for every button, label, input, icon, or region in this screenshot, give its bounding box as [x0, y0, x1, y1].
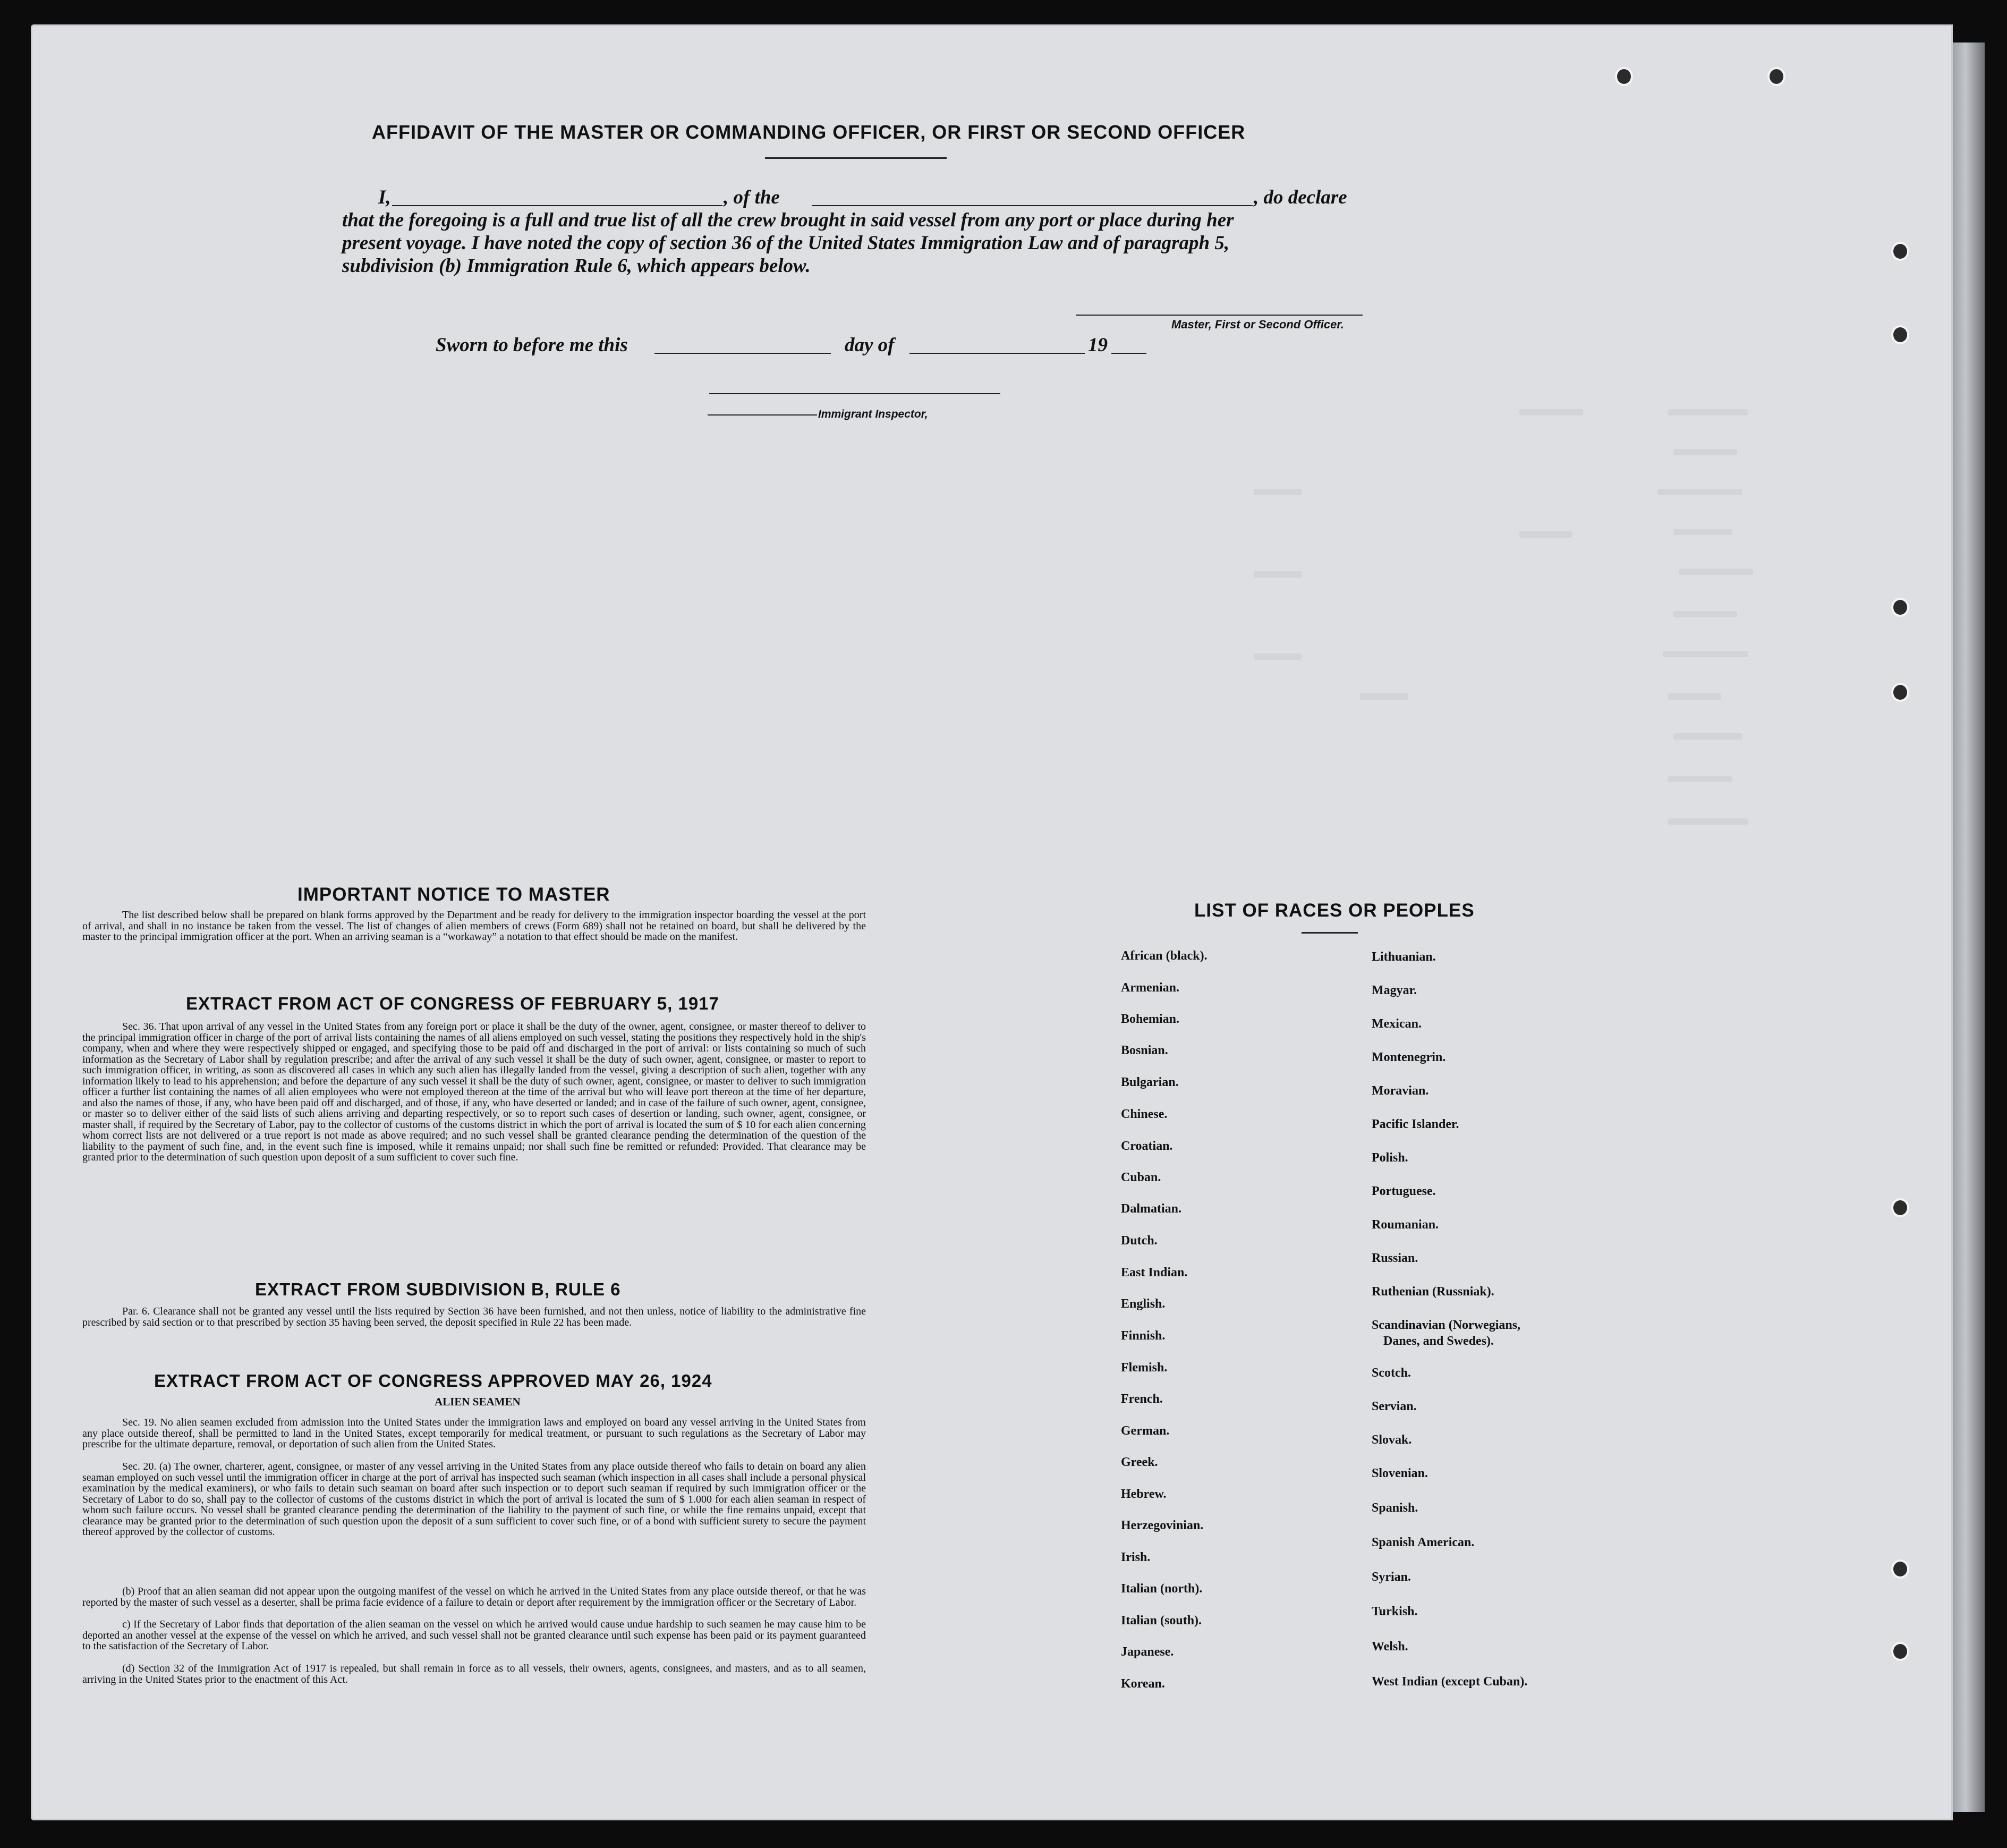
race-item: Armenian. [1121, 981, 1179, 995]
punch-hole [1891, 242, 1909, 261]
race-item: Montenegrin. [1372, 1050, 1446, 1064]
inspector-short-line [708, 414, 817, 416]
signature-line [1076, 315, 1363, 316]
race-item: Moravian. [1372, 1084, 1429, 1098]
act-1924-sec20c: c) If the Secretary of Labor finds that deportation of the alien seaman on the vessel on which he arrived would cause undue hardship to such seamen he may cause him to be deported an another vessel at the expense of the vessel on which he arrived, and such vessel shall not be granted clearance until such expense has been paid or its payment guaranteed to the satisfaction of the Secretary of Labor. [82, 1618, 866, 1652]
race-item: Croatian. [1121, 1139, 1173, 1153]
signature-caption: Master, First or Second Officer. [1171, 318, 1344, 331]
act-1917-title: EXTRACT FROM ACT OF CONGRESS OF FEBRUARY 5, 1917 [186, 994, 719, 1013]
declaration-i: I, [378, 187, 391, 208]
race-item: Herzegovinian. [1121, 1519, 1204, 1532]
race-item: Finnish. [1121, 1329, 1166, 1343]
race-item: Spanish. [1372, 1501, 1418, 1515]
act-1924-sec19: Sec. 19. No alien seamen excluded from admission into the United States under the immigration laws and employed on board any vessel arriving in the United States from any place outside thereof, shall be permitted to land in the United States, except temporarily for medical treatment, or pursuant to such regulations as the Secretary of Labor may prescribe for the ultimate departure, removal, or deportation of such alien from the United States. [82, 1417, 866, 1450]
year-prefix: 19 [1088, 334, 1108, 356]
affidavit-title: AFFIDAVIT OF THE MASTER OR COMMANDING OFFICER, OR FIRST OR SECOND OFFICER [372, 121, 1246, 143]
punch-hole [1615, 67, 1633, 86]
race-item: Bulgarian. [1121, 1075, 1179, 1089]
race-item: Danes, and Swedes). [1383, 1334, 1494, 1348]
name-blank-line [392, 205, 722, 206]
race-item: Dalmatian. [1121, 1202, 1181, 1216]
punch-hole [1891, 1559, 1909, 1579]
punch-hole [1891, 1642, 1909, 1661]
act-1924-sec20a: Sec. 20. (a) The owner, charterer, agent, consignee, or master of any vessel arriving in the United States from any place outside thereof who fails to detain on board any alien seaman employed on such vessel until the immigration officer in charge at the port of arrival has inspected such seaman (which inspection in all cases shall include a personal physical examination by the medical examiners), or who fails to detain such seaman on board after such inspection or to deport such seaman if required by such immigration officer or the Secretary of Labor to do so, shall pay to the collector of customs of the customs district in which the port of arrival is located the sum of $ 1.000 for each alien seaman in respect of whom such failure occurs. No vessel shall be granted clearance pending the determination of the liability to the payment of such fine, or while the fine remains unpaid, except that clearance may be granted prior to the determination of such question upon the deposit of a sum sufficient to cover such fine, or of a bond with sufficient surety to secure the payment thereof approved by the collector of customs. [82, 1461, 866, 1538]
punch-hole [1767, 67, 1785, 86]
race-item: Bosnian. [1121, 1044, 1168, 1057]
race-item: Scandinavian (Norwegians, [1372, 1318, 1521, 1332]
race-item: English. [1121, 1297, 1166, 1311]
race-item: Scotch. [1372, 1366, 1411, 1380]
race-item: Turkish. [1372, 1605, 1418, 1618]
act-1924-title: EXTRACT FROM ACT OF CONGRESS APPROVED MAY 26, 1924 [154, 1371, 712, 1391]
declaration-line-2: that the foregoing is a full and true list of all the crew brought in said vessel from any port or place during her [342, 209, 1234, 231]
race-item: Ruthenian (Russniak). [1372, 1285, 1494, 1299]
race-item: Cuban. [1121, 1171, 1161, 1184]
race-item: Russian. [1372, 1251, 1418, 1265]
race-item: Flemish. [1121, 1361, 1168, 1375]
race-item: East Indian. [1121, 1266, 1188, 1279]
sworn-text: Sworn to before me this [436, 334, 628, 356]
notice-title: IMPORTANT NOTICE TO MASTER [297, 884, 610, 905]
race-item: Korean. [1121, 1677, 1165, 1691]
race-item: African (black). [1121, 949, 1207, 963]
race-item: Polish. [1372, 1151, 1408, 1165]
race-item: Spanish American. [1372, 1536, 1475, 1549]
punch-hole [1891, 683, 1909, 702]
race-item: Greek. [1121, 1455, 1158, 1469]
inspector-caption: Immigrant Inspector, [818, 408, 928, 420]
punch-hole [1891, 325, 1909, 344]
day-of-text: day of [845, 334, 895, 356]
race-item: Magyar. [1372, 984, 1417, 997]
page-edge-shadow [1953, 43, 1985, 1812]
inspector-signature-line [709, 393, 1000, 394]
race-item: Hebrew. [1121, 1487, 1167, 1501]
race-item: Slovenian. [1372, 1466, 1428, 1480]
declaration-line-3: present voyage. I have noted the copy of section 36 of the United States Immigration Law and of paragraph 5, [342, 232, 1230, 254]
act-1917-body: Sec. 36. That upon arrival of any vessel in the United States from any foreign port or place it shall be the duty of the owner, agent, consignee, or master thereof to deliver to the principal immigration officer in charge of the port of arrival lists containing the names of all aliens employed on such vessel, stating the positions they respectively hold in the ship's company, when and where they were respectively shipped or engaged, and specifying those to be paid off and discharged in the port of arrival: or lists containing so much of such information as the Secretary of Labor shall by regulation prescribe; and after the arrival of any such vessel it shall be the duty of such owner, agent, consignee, or master to report to such immigration officer, in writing, as soon as discovered all cases in which any such alien has illegally landed from the vessel, giving a description of such alien, together with any information likely to lead to his apprehension; and before the departure of any such vessel it shall be the duty of such owner, agent, consignee, or master to deliver to such immigration officer a further list containing the names of all alien employees who were not employed thereon at the time of the arrival but who will leave port thereon at the time of her departure, and also the names of those, if any, who have been paid off and discharged, and of those, if any, who have deserted or landed; and in case of the failure of such owner, agent, consignee, or master so to deliver either of the said lists of such aliens arriving and departing respectively, or so to report such cases of desertion or landing, such owner, agent, consignee, or master shall, if required by the Secretary of Labor, pay to the collector of customs of the customs district in which the port of arrival is located the sum of $ 10 for each alien concerning whom correct lists are not delivered or a true report is not made as above required; and no such vessel shall be granted clearance pending the determination of the question of the liability to the payment of such fine, and, in the event such fine is imposed, while it remains unpaid; nor shall such fine be remitted or refunded: Provided. That clearance may be granted prior to the determination of such question upon deposit of a sum sufficient to cover such fine. [82, 1021, 866, 1163]
declaration-of-the: , of the [724, 187, 780, 208]
race-item: Servian. [1372, 1400, 1417, 1413]
sworn-year-line [1111, 353, 1146, 354]
race-item: Dutch. [1121, 1234, 1158, 1248]
race-item: Syrian. [1372, 1570, 1411, 1584]
race-item: Lithuanian. [1372, 950, 1436, 964]
race-item: Japanese. [1121, 1645, 1174, 1659]
rule-6-body: Par. 6. Clearance shall not be granted any vessel until the lists required by Section 36 have been furnished, and not then unless, notice of liability to the administrative fine prescribed by said section or to that prescribed by section 35 having been served, the deposit specified in Rule 22 has been made. [82, 1306, 866, 1328]
race-item: Welsh. [1372, 1640, 1408, 1654]
declaration-line-4: subdivision (b) Immigration Rule 6, which appears below. [342, 255, 811, 277]
race-item: Slovak. [1372, 1433, 1412, 1447]
act-1924-sec20d: (d) Section 32 of the Immigration Act of 1917 is repealed, but shall remain in force as to all vessels, their owners, agents, consignees, and masters, and as to all seamen, arriving in the United States prior to the enactment of this Act. [82, 1663, 866, 1685]
title-underline [765, 157, 947, 159]
race-item: Chinese. [1121, 1107, 1168, 1121]
declaration-end: , do declare [1254, 187, 1347, 208]
vessel-blank-line [812, 205, 1253, 206]
race-item: West Indian (except Cuban). [1372, 1675, 1528, 1689]
race-item: Bohemian. [1121, 1012, 1180, 1026]
race-item: Irish. [1121, 1550, 1151, 1564]
notice-body: The list described below shall be prepared on blank forms approved by the Department and be ready for delivery to the immigration inspector boarding the vessel at the port of arrival, and shall in no instance be taken from the vessel. The list of changes of alien members of crews (Form 689) shall not be retained on board, but shall be delivered by the master to the principal immigration officer at the port. When an arriving seaman is a “workaway” a notation to that effect should be made on the manifest. [82, 909, 866, 943]
punch-hole [1891, 598, 1909, 617]
punch-hole [1891, 1198, 1909, 1217]
race-item: Roumanian. [1372, 1218, 1439, 1232]
race-item: Italian (north). [1121, 1582, 1203, 1596]
rule-6-title: EXTRACT FROM SUBDIVISION B, RULE 6 [255, 1279, 621, 1299]
sworn-month-line [909, 353, 1085, 354]
act-1924-sec20b: (b) Proof that an alien seaman did not appear upon the outgoing manifest of the vessel on which he arrived in the United States from any place outside thereof, or that he was reported by the master of such vessel as a deserter, shall be prima facie evidence of a failure to detain or deport after requirement by the immigration officer or the Secretary of Labor. [82, 1586, 866, 1608]
race-item: German. [1121, 1424, 1170, 1438]
race-item: French. [1121, 1392, 1163, 1406]
race-item: Portuguese. [1372, 1184, 1436, 1198]
sworn-day-line [654, 353, 831, 354]
race-item: Mexican. [1372, 1017, 1422, 1031]
races-title-underline [1302, 932, 1358, 934]
race-item: Italian (south). [1121, 1614, 1202, 1627]
race-item: Pacific Islander. [1372, 1117, 1459, 1131]
races-title: LIST OF RACES OR PEOPLES [1194, 900, 1475, 921]
act-1924-subtitle: ALIEN SEAMEN [435, 1395, 521, 1408]
